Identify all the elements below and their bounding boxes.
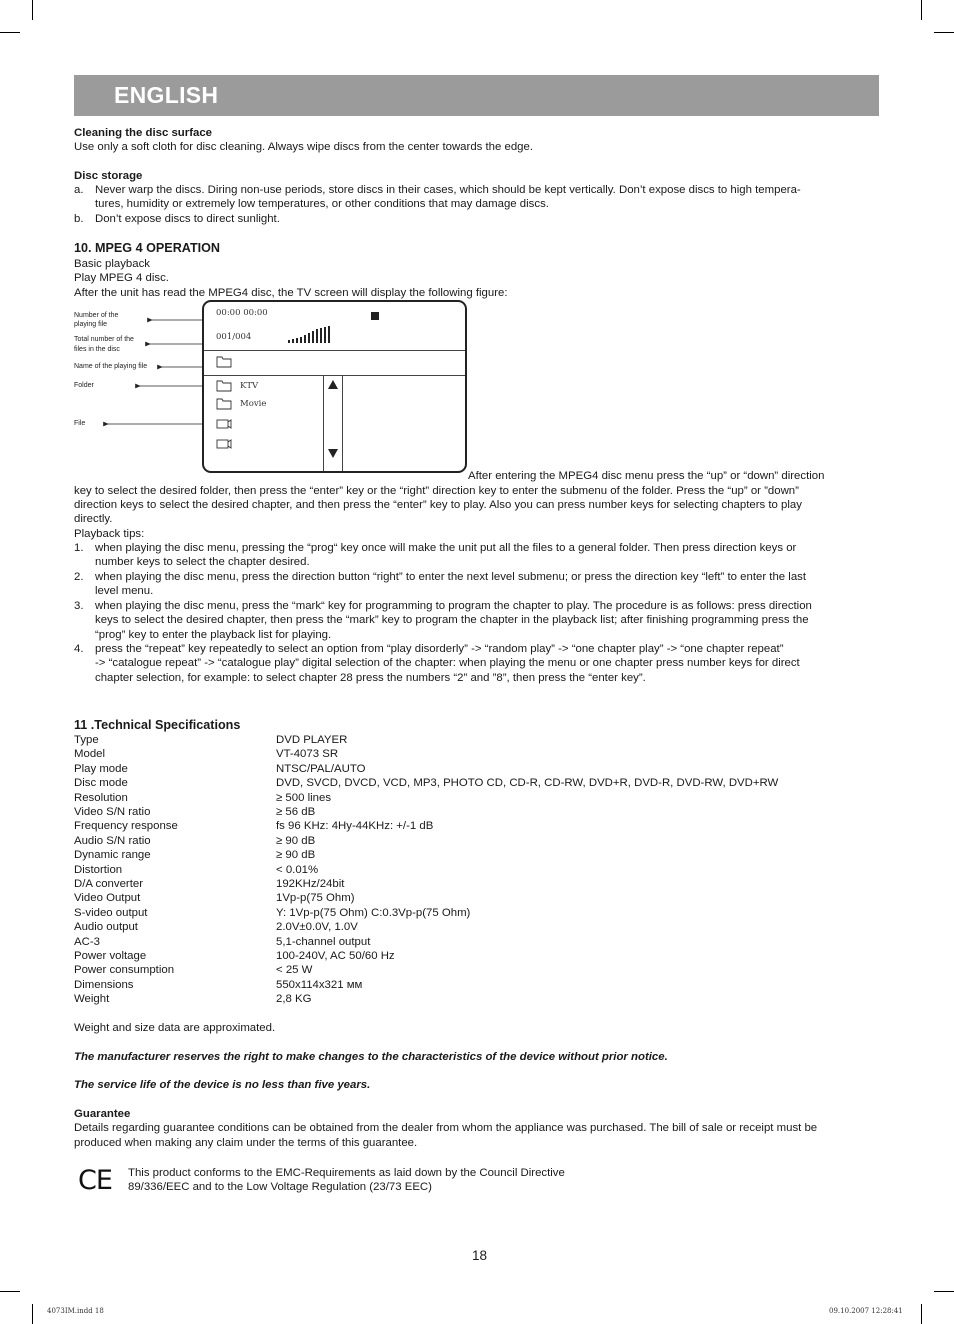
list-line: number keys to select the chapter desired. — [95, 556, 310, 569]
spec-label: S-video output — [74, 906, 148, 919]
spec-note: Weight and size data are approximated. — [74, 1022, 276, 1034]
spec-label: Power voltage — [74, 950, 147, 962]
ce-line: 89/336/EEC and to the Low Voltage Regulation (23/73 EEC) — [128, 1181, 432, 1193]
list-line: tures, humidity or extremely low temperatures, or other conditions that may damage discs. — [95, 198, 549, 211]
spec-value: 1Vp-p(75 Ohm) — [276, 892, 355, 905]
folder-icon — [216, 380, 232, 392]
scroll-up-icon[interactable] — [328, 380, 338, 390]
playback-time: 00:00 00:00 — [216, 308, 268, 318]
language-title: ENGLISH — [114, 82, 219, 108]
video-file-icon — [216, 438, 232, 450]
folder-name[interactable]: Movie — [240, 399, 267, 409]
spec-label: Weight — [74, 993, 110, 1006]
spec-value: Y: 1Vp-p(75 Ohm) C:0.3Vp-p(75 Ohm) — [276, 906, 471, 919]
intro-line: Play MPEG 4 disc. — [74, 272, 169, 284]
body-line: key to select the desired folder, then press the “enter” key or the “right” direction key to enter the submenu of the folder. Press the “up” or ”down” — [74, 485, 799, 497]
list-marker: b. — [74, 213, 84, 225]
list-line: Never warp the discs. Diring non-use periods, store discs in their cases, which should be kept vertically. Don’t expose discs to high tempera- — [95, 184, 801, 196]
figure-label: files in the disc — [74, 346, 120, 353]
list-line: press the “repeat” key repeatedly to select an option from “play disorderly” -> “random play” -> “one chapter play” -> “one chapter repeat” — [95, 643, 784, 655]
spec-label: Model — [74, 748, 106, 761]
cleaning-text: Use only a soft cloth for disc cleaning. Always wipe discs from the center towards the edge. — [74, 141, 534, 153]
list-marker: 1. — [74, 542, 84, 554]
list-line: when playing the disc menu, press the “mark“ key for programming to program the chapter to play. The procedure is as follows: press direction — [95, 600, 812, 612]
page-number: 18 — [472, 1248, 488, 1263]
ce-mark-text: CE — [78, 1165, 112, 1196]
guarantee-line: produced when making any claim under the terms of this guarantee. — [74, 1137, 418, 1149]
service-notice: The service life of the device is no less than five years. — [74, 1079, 371, 1091]
ce-mark-logo — [78, 1166, 118, 1196]
spec-value: < 25 W — [276, 964, 313, 977]
stop-icon — [371, 312, 379, 320]
video-file-icon — [216, 418, 232, 430]
list-line: -> “catalogue repeat” -> “catalogue play” digital selection of the chapter: when playing the menu or one chapter press number keys for direct — [95, 657, 800, 670]
list-line: Don’t expose discs to direct sunlight. — [95, 213, 280, 225]
figure-label: playing file — [74, 321, 108, 328]
crop-mark — [32, 1304, 33, 1324]
language-banner — [74, 75, 879, 116]
body-line: Playback tips: — [74, 528, 145, 540]
spec-label: Type — [74, 734, 99, 746]
spec-value: ≥ 500 lines — [276, 791, 332, 804]
spec-label: Dimensions — [74, 978, 134, 991]
section-title: 10. MPEG 4 OPERATION — [74, 241, 221, 255]
spec-label: Audio S/N ratio — [74, 834, 151, 847]
list-marker: 4. — [74, 643, 84, 655]
signal-bars-icon — [288, 326, 334, 344]
spec-value: VT-4073 SR — [276, 748, 339, 761]
spec-label: Resolution — [74, 791, 128, 804]
figure-label: File — [74, 420, 86, 427]
spec-label: Video S/N ratio — [74, 806, 151, 818]
scroll-down-icon[interactable] — [328, 449, 338, 459]
spec-label: Power consumption — [74, 964, 175, 977]
folder-icon — [216, 356, 232, 368]
spec-value: < 0.01% — [276, 863, 319, 876]
spec-value: 550x114x321 мм — [276, 978, 363, 991]
folder-icon — [216, 398, 232, 410]
crop-mark — [934, 32, 954, 33]
spec-label: Dynamic range — [74, 849, 151, 862]
tv-screen-figure — [202, 300, 467, 473]
list-line: when playing the disc menu, press the direction button “right” to enter the next level submenu; or press the direction key “left” to enter the last — [95, 571, 807, 583]
spec-value: DVD PLAYER — [276, 734, 348, 746]
spec-label: Distortion — [74, 863, 123, 876]
figure-label: Folder — [74, 382, 94, 389]
spec-value: 2,8 KG — [276, 993, 312, 1006]
spec-value: fs 96 KHz: 4Hy-44KHz: +/-1 dB — [276, 820, 434, 833]
folder-name[interactable]: KTV — [240, 381, 259, 391]
spec-value: ≥ 90 dB — [276, 849, 316, 862]
section-title: 11 .Technical Specifications — [74, 718, 241, 732]
intro-line: Basic playback — [74, 258, 150, 270]
file-counter: 001/004 — [216, 332, 252, 342]
list-line: “prog” key to enter the playback list for playing. — [95, 628, 332, 641]
list-line: level menu. — [95, 585, 154, 598]
spec-value: ≥ 56 dB — [276, 806, 316, 818]
body-line: directly. — [74, 513, 113, 525]
spec-label: Play mode — [74, 762, 128, 775]
list-marker: 3. — [74, 600, 84, 612]
spec-label: Frequency response — [74, 820, 178, 833]
crop-mark — [934, 1291, 954, 1292]
spec-label: Disc mode — [74, 777, 128, 790]
body-line: direction keys to select the desired chapter, and then press the “enter” key to play. Also you can press number keys for selecting chapters to play — [74, 499, 802, 511]
list-line: keys to select the desired chapter, then press the “mark” key to program the chapter in the playback list; after finishing programming press the — [95, 614, 809, 627]
divider — [204, 350, 465, 351]
spec-value: NTSC/PAL/AUTO — [276, 762, 366, 775]
crop-mark — [0, 32, 20, 33]
spec-label: Video Output — [74, 892, 141, 905]
crop-mark — [921, 1304, 922, 1324]
spec-value: ≥ 90 dB — [276, 834, 316, 847]
spec-value: 5,1-channel output — [276, 935, 371, 948]
spec-value: DVD, SVCD, DVCD, VCD, MP3, PHOTO CD, CD-R, CD-RW, DVD+R, DVD-R, DVD-RW, DVD+RW — [276, 777, 779, 790]
crop-mark — [921, 0, 922, 20]
body-line: After entering the MPEG4 disc menu press the “up” or “down” direction — [468, 470, 825, 482]
intro-line: After the unit has read the MPEG4 disc, the TV screen will display the following figure: — [74, 287, 508, 299]
list-marker: 2. — [74, 571, 84, 583]
scrollbar[interactable] — [323, 375, 343, 471]
ce-line: This product conforms to the EMC-Requirements as laid down by the Council Directive — [128, 1167, 565, 1179]
figure-label: Number of the — [74, 312, 119, 319]
figure-label: Total number of the — [74, 336, 134, 343]
rights-notice: The manufacturer reserves the right to make changes to the characteristics of the device without prior notice. — [74, 1051, 668, 1063]
guarantee-line: Details regarding guarantee conditions can be obtained from the dealer from whom the appliance was purchased. The bill of sale or receipt must be — [74, 1122, 818, 1134]
figure-label: Name of the playing file — [74, 363, 148, 370]
spec-value: 100-240V, AC 50/60 Hz — [276, 950, 395, 962]
footer-timestamp: 09.10.2007 12:28:41 — [829, 1307, 903, 1315]
crop-mark — [32, 0, 33, 20]
crop-mark — [0, 1291, 20, 1292]
list-line: when playing the disc menu, pressing the “prog“ key once will make the unit put all the files to a general folder. Then press direction keys or — [95, 542, 797, 554]
footer-file: 4073IM.indd 18 — [47, 1307, 104, 1315]
list-line: chapter selection, for example: to select chapter 28 press the numbers “2” and ”8”, then press the “enter key”. — [95, 671, 646, 684]
spec-label: D/A converter — [74, 878, 144, 890]
cleaning-title: Cleaning the disc surface — [74, 127, 212, 139]
spec-value: 2.0V±0.0V, 1.0V — [276, 921, 358, 934]
spec-value: 192KHz/24bit — [276, 878, 345, 890]
spec-label: AC-3 — [74, 935, 100, 948]
guarantee-title: Guarantee — [74, 1108, 131, 1120]
spec-label: Audio output — [74, 921, 138, 934]
storage-title: Disc storage — [74, 170, 143, 182]
list-marker: a. — [74, 184, 84, 196]
